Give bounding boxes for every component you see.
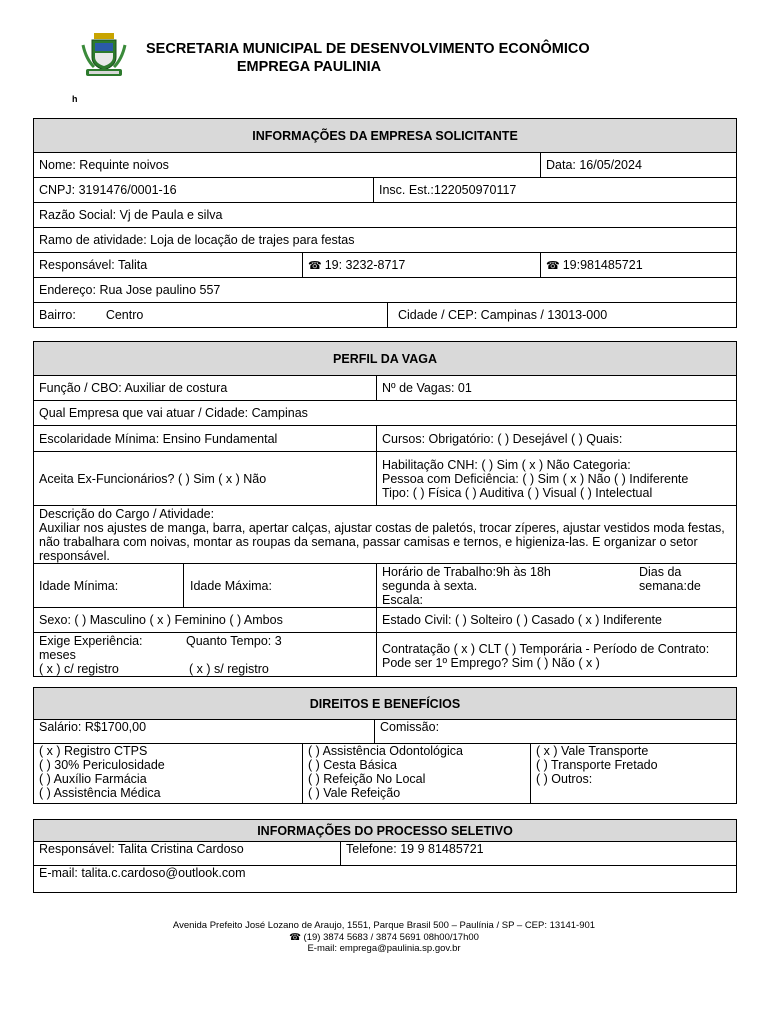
telephone-icon: ☎ (308, 259, 322, 272)
job-function-field: Função / CBO: Auxiliar de costura (34, 376, 377, 401)
footer-phones-line (0, 932, 768, 944)
experience-field (34, 633, 377, 677)
work-days-continued: segunda à sexta. (382, 579, 478, 593)
benefits-column-1 (34, 744, 303, 804)
benefit-item: ( ) Cesta Básica (308, 758, 397, 772)
header-note: h (72, 94, 78, 104)
footer-email: E-mail: emprega@paulinia.sp.gov.br (307, 943, 461, 954)
education-field: Escolaridade Mínima: Ensino Fundamental (34, 426, 377, 452)
corporate-name-field: Razão Social: Vj de Paula e silva (34, 203, 737, 228)
job-profile-section-heading: PERFIL DA VAGA (34, 342, 737, 376)
contract-type-line: Contratação ( x ) CLT ( ) Temporária - Período de Contrato: (382, 641, 710, 656)
benefits-column-2 (303, 744, 531, 804)
job-description-field (34, 506, 737, 564)
selection-phone-field: Telefone: 19 9 81485721 (341, 842, 737, 866)
page-subtitle: EMPREGA PAULINIA (236, 59, 382, 75)
date-field: Data: 16/05/2024 (541, 153, 737, 178)
first-job-line: Pode ser 1º Emprego? Sim ( ) Não ( x ) (382, 655, 600, 670)
footer-address: Avenida Prefeito José Lozano de Araujo, 1551, Parque Brasil 500 – Paulínia / SP – CEP: 13141-901 (172, 920, 596, 931)
neighborhood-field: Bairro: Centro (34, 303, 388, 328)
experience-without-registration: ( x ) s/ registro (189, 662, 269, 676)
contract-field (377, 633, 737, 677)
page-title: SECRETARIA MUNICIPAL DE DESENVOLVIMENTO ECONÔMICO (146, 41, 590, 57)
company-responsible-field: Responsável: Talita (34, 253, 303, 278)
gender-field: Sexo: ( ) Masculino ( x ) Feminino ( ) Ambos (34, 608, 377, 633)
courses-field: Cursos: Obrigatório: ( ) Desejável ( ) Quais: (377, 426, 737, 452)
address-field: Endereço: Rua Jose paulino 557 (34, 278, 737, 303)
marital-status-field: Estado Civil: ( ) Solteiro ( ) Casado ( x ) Indiferente (377, 608, 737, 633)
document-footer (0, 920, 768, 955)
telephone-icon: ☎ (289, 931, 304, 943)
benefit-item: ( x ) Registro CTPS (39, 744, 148, 758)
benefit-item: ( x ) Vale Transporte (536, 744, 649, 758)
benefit-item: ( ) Assistência Médica (39, 786, 161, 800)
phone-field-1: ☎ 19: 3232-8717 (303, 253, 541, 278)
vacancies-field: Nº de Vagas: 01 (377, 376, 737, 401)
selection-section-heading: INFORMAÇÕES DO PROCESSO SELETIVO (34, 820, 737, 842)
benefits-table (33, 687, 737, 804)
benefit-item: ( ) Outros: (536, 772, 593, 786)
cnpj-field: CNPJ: 3191476/0001-16 (34, 178, 374, 203)
disability-type-line: Tipo: ( ) Física ( ) Auditiva ( ) Visual ( ) Intelectual (382, 485, 653, 500)
benefit-item: ( ) Assistência Odontológica (308, 744, 463, 758)
footer-phones: (19) 3874 5683 / 3874 5691 08h00/17h00 (303, 931, 479, 943)
job-description-label: Descrição do Cargo / Atividade: (39, 507, 215, 521)
work-days-line: Dias da semana:de (639, 565, 701, 593)
state-registration-field: Insc. Est.:122050970117 (374, 178, 737, 203)
license-disability-field (377, 452, 737, 506)
company-info-table (33, 118, 737, 328)
city-zip-field: Cidade / CEP: Campinas / 13013-000 (388, 303, 737, 328)
max-age-field: Idade Máxima: (184, 564, 377, 608)
experience-months: meses (39, 648, 76, 662)
phone-field-2: ☎ 19:981485721 (541, 253, 737, 278)
company-name-field: Nome: Requinte noivos (34, 153, 541, 178)
benefit-item: ( ) Vale Refeição (308, 786, 401, 800)
benefit-item: ( ) 30% Periculosidade (39, 758, 165, 772)
experience-label: Exige Experiência: (39, 634, 143, 648)
telephone-icon: ☎ (546, 259, 560, 272)
document-header (0, 0, 768, 110)
benefit-item: ( ) Refeição No Local (308, 772, 426, 786)
company-city-field: Qual Empresa que vai atuar / Cidade: Campinas (34, 401, 737, 426)
selection-responsible-field: Responsável: Talita Cristina Cardoso (34, 842, 341, 866)
salary-field: Salário: R$1700,00 (34, 720, 375, 744)
benefits-column-3 (531, 744, 737, 804)
job-description-text: Auxiliar nos ajustes de manga, barra, apertar calças, ajustar costas de paletós, trocar zíperes, ajustar vestidos moda festas, não trabalhara com noivas, montar as roupas da semana, passar camisas e ternos, e higieniza-las. E organizar o setor responsável. (39, 521, 725, 563)
company-section-heading: INFORMAÇÕES DA EMPRESA SOLICITANTE (34, 119, 737, 153)
min-age-field: Idade Mínima: (34, 564, 184, 608)
shift-scale-line: Escala: (382, 593, 423, 607)
experience-duration: Quanto Tempo: 3 (186, 634, 282, 648)
work-hours-line: Horário de Trabalho:9h às 18h (382, 565, 551, 579)
benefits-section-heading: DIREITOS E BENEFÍCIOS (34, 688, 737, 720)
coat-of-arms-icon (80, 33, 128, 79)
commission-field: Comissão: (375, 720, 737, 744)
business-field: Ramo de atividade: Loja de locação de trajes para festas (34, 228, 737, 253)
disability-line: Pessoa com Deficiência: ( ) Sim ( x ) Não ( ) Indiferente (382, 471, 689, 486)
job-profile-table (33, 341, 737, 677)
selection-email-field: E-mail: talita.c.cardoso@outlook.com (34, 866, 737, 893)
former-employees-field: Aceita Ex-Funcionários? ( ) Sim ( x ) Não (34, 452, 377, 506)
experience-with-registration: ( x ) c/ registro (39, 662, 119, 676)
benefit-item: ( ) Transporte Fretado (536, 758, 658, 772)
benefit-item: ( ) Auxílio Farmácia (39, 772, 147, 786)
work-schedule-field (377, 564, 737, 608)
selection-process-table (33, 819, 737, 893)
driver-license-line: Habilitação CNH: ( ) Sim ( x ) Não Categoria: (382, 457, 631, 472)
